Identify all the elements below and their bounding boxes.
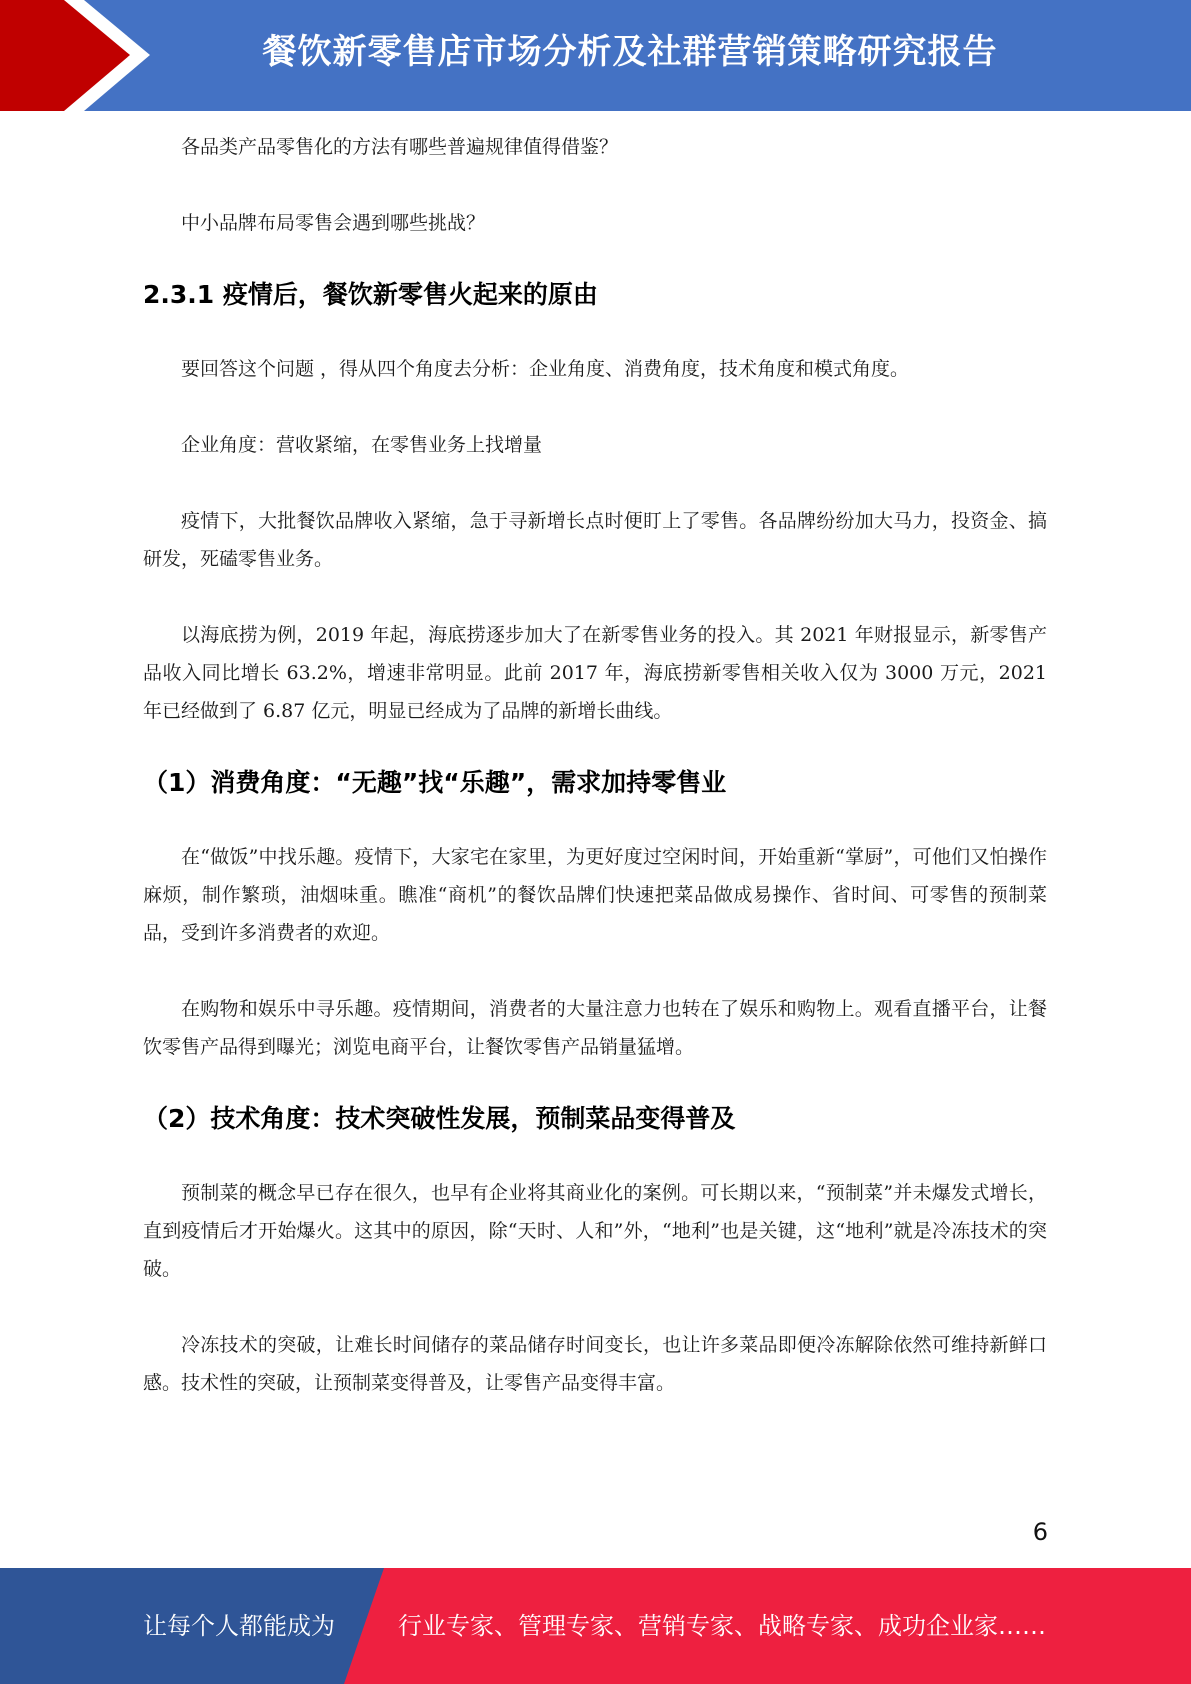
section-heading: 2.3.1 疫情后，餐饮新零售火起来的原由 [143,280,598,309]
header-arrow-decoration [0,0,160,111]
subheading-consumer: （1）消费角度：“无趣”找“乐趣”，需求加持零售业 [143,768,727,797]
paragraph-question-2: 中小品牌布局零售会遇到哪些挑战？ [181,212,486,234]
paragraph-question-1: 各品类产品零售化的方法有哪些普遍规律值得借鉴？ [181,136,619,158]
paragraph-tech-2: 冷冻技术的突破，让难长时间储存的菜品储存时间变长，也让许多菜品即便冷冻解除依然可维持新鲜口感。技术性的突破，让预制菜变得普及，让零售产品变得丰富。 [143,1334,1047,1394]
paragraph-consumer-1: 在“做饭”中找乐趣。疫情下，大家宅在家里，为更好度过空闲时间，开始重新“掌厨”，可他们又怕操作麻烦，制作繁琐，油烟味重。瞧准“商机”的餐饮品牌们快速把菜品做成易操作、省时间、可零售的预制菜品，受到许多消费者的欢迎。 [143,846,1047,944]
paragraph-consumer-2: 在购物和娱乐中寻乐趣。疫情期间，消费者的大量注意力也转在了娱乐和购物上。观看直播平台，让餐饮零售产品得到曝光；浏览电商平台，让餐饮零售产品销量猛增。 [143,998,1047,1058]
page-footer [0,1568,1191,1684]
page-number: 6 [1032,1518,1048,1546]
header-title: 餐饮新零售店市场分析及社群营销策略研究报告 [262,32,998,72]
paragraph-tech-1: 预制菜的概念早已存在很久，也早有企业将其商业化的案例。可长期以来，“预制菜”并未爆发式增长，直到疫情后才开始爆火。这其中的原因，除“天时、人和”外，“地利”也是关键，这“地利”就是冷冻技术的突破。 [143,1182,1047,1280]
paragraph-enterprise-1: 疫情下，大批餐饮品牌收入紧缩，急于寻新增长点时便盯上了零售。各品牌纷纷加大马力，投资金、搞研发，死磕零售业务。 [143,510,1047,570]
paragraph-enterprise-label: 企业角度：营收紧缩，在零售业务上找增量 [181,434,543,456]
footer-slogan-left: 让每个人都能成为 [143,1612,335,1640]
paragraph-enterprise-2: 以海底捞为例，2019 年起，海底捞逐步加大了在新零售业务的投入。其 2021 年财报显示，新零售产品收入同比增长 63.2%，增速非常明显。此前 2017 年，海底捞新零售相关收入仅为 3000 万元，2021 年已经做到了 6.87 亿元，明显已经成为了品牌的新增长曲线。 [143,624,1047,722]
footer-slogan-right: 行业专家、管理专家、营销专家、战略专家、成功企业家…… [398,1612,1046,1640]
document-body [143,128,1047,1402]
subheading-technology: （2）技术角度：技术突破性发展，预制菜品变得普及 [143,1104,736,1133]
paragraph-intro: 要回答这个问题 ，得从四个角度去分析：企业角度、消费角度，技术角度和模式角度。 [181,358,910,380]
page-header [0,0,1191,111]
